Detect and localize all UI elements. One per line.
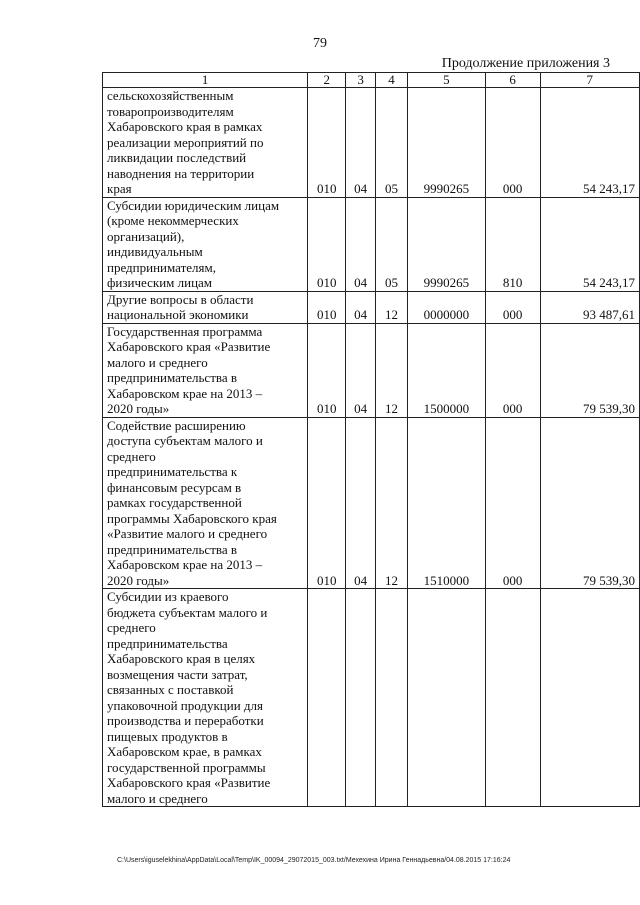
amount-cell: 79 539,30 (540, 323, 640, 417)
admin-code-cell: 010 (308, 291, 346, 323)
target-code-cell (408, 589, 486, 807)
table-row (103, 197, 640, 291)
description-line: Хабаровском крае, в рамках (107, 744, 262, 759)
subsection-code-cell: 05 (376, 88, 408, 198)
description-line: индивидуальным (107, 244, 203, 259)
subsection-code-cell: 05 (376, 197, 408, 291)
description-line: края (107, 181, 132, 196)
amount-cell: 54 243,17 (540, 88, 640, 198)
row-description (103, 589, 308, 807)
column-header: 4 (376, 73, 408, 88)
description-line: Хабаровского края в рамках (107, 119, 263, 134)
table-row (103, 291, 640, 323)
table-row (103, 417, 640, 589)
budget-table (102, 72, 640, 807)
description-line: Хабаровского края в целях (107, 651, 256, 666)
description-line: Содействие расширению (107, 417, 246, 433)
description-line: 2020 годы» (107, 401, 170, 416)
description-line: национальной экономики (107, 307, 249, 322)
description-line: бюджета субъектам малого и (107, 604, 268, 620)
subsection-code-cell: 12 (376, 323, 408, 417)
description-line: 2020 годы» (107, 572, 170, 588)
description-line: производства и переработки (107, 713, 264, 728)
admin-code-cell: 010 (308, 323, 346, 417)
row-description (103, 197, 308, 291)
description-line: Субсидии юридическим лицам (107, 197, 280, 213)
description-line: товаропроизводителям (107, 103, 234, 119)
description-line: реализации мероприятий по (107, 134, 264, 150)
admin-code-cell (308, 589, 346, 807)
column-header: 2 (308, 73, 346, 88)
subsection-code-cell (376, 589, 408, 807)
description-line: Хабаровского края «Развитие (107, 339, 271, 354)
description-line: среднего (107, 620, 156, 635)
description-line: малого и среднего (107, 354, 208, 370)
row-description (103, 417, 308, 589)
expense-type-code-cell: 000 (485, 291, 540, 323)
description-line: предпринимателям, (107, 259, 216, 275)
row-description (103, 323, 308, 417)
description-line: «Развитие малого и среднего (107, 526, 268, 541)
subsection-code-cell: 12 (376, 417, 408, 589)
column-header: 6 (485, 73, 540, 88)
description-line: предпринимательства в (107, 541, 238, 557)
section-code-cell: 04 (346, 417, 376, 589)
footer-file-path: C:\Users\iguselekhina\AppData\Local\Temp\IK_00094_29072015_003.txt/Мехехина Ирина Геннадьевна/04.08.2015 17:16:24 (117, 857, 511, 864)
description-line: государственной программы (107, 759, 266, 775)
description-line: рамках государственной (107, 495, 242, 510)
section-code-cell: 04 (346, 88, 376, 198)
description-line: сельскохозяйственным (107, 88, 234, 103)
target-code-cell: 1510000 (408, 417, 486, 589)
admin-code-cell: 010 (308, 88, 346, 198)
description-line: программы Хабаровского края (107, 510, 277, 526)
row-description (103, 291, 308, 323)
description-line: предпринимательства (107, 635, 228, 651)
table-row (103, 88, 640, 198)
description-line: Хабаровского края «Развитие (107, 775, 271, 790)
continuation-label: Продолжение приложения 3 (441, 56, 610, 71)
expense-type-code-cell: 000 (485, 417, 540, 589)
section-code-cell: 04 (346, 291, 376, 323)
column-header: 3 (346, 73, 376, 88)
description-line: предпринимательства к (107, 464, 238, 479)
description-line: ликвидации последствий (107, 150, 247, 165)
amount-cell: 79 539,30 (540, 417, 640, 589)
section-code-cell (346, 589, 376, 807)
table-header-row (103, 73, 640, 88)
description-line: организаций), (107, 228, 185, 244)
description-line: доступа субъектам малого и (107, 433, 263, 448)
description-line: Субсидии из краевого (107, 589, 229, 604)
description-line: среднего (107, 448, 156, 464)
description-line: предпринимательства в (107, 370, 238, 385)
description-line: (кроме некоммерческих (107, 213, 239, 228)
admin-code-cell: 010 (308, 197, 346, 291)
row-description (103, 88, 308, 198)
target-code-cell: 9990265 (408, 197, 486, 291)
expense-type-code-cell: 000 (485, 88, 540, 198)
section-code-cell: 04 (346, 323, 376, 417)
expense-type-code-cell (485, 589, 540, 807)
subsection-code-cell: 12 (376, 291, 408, 323)
column-header: 5 (408, 73, 486, 88)
description-line: финансовым ресурсам в (107, 479, 242, 495)
description-line: Хабаровском крае на 2013 – (107, 557, 263, 572)
target-code-cell: 0000000 (408, 291, 486, 323)
amount-cell: 54 243,17 (540, 197, 640, 291)
description-line: пищевых продуктов в (107, 728, 228, 744)
table-row (103, 589, 640, 807)
admin-code-cell: 010 (308, 417, 346, 589)
amount-cell: 93 487,61 (540, 291, 640, 323)
description-line: связанных с поставкой (107, 682, 234, 697)
description-line: Государственная программа (107, 323, 263, 339)
target-code-cell: 9990265 (408, 88, 486, 198)
section-code-cell: 04 (346, 197, 376, 291)
page-number: 79 (313, 36, 327, 51)
expense-type-code-cell: 000 (485, 323, 540, 417)
description-line: возмещения части затрат, (107, 666, 248, 682)
description-line: упаковочной продукции для (107, 697, 264, 713)
description-line: физическим лицам (107, 275, 213, 290)
description-line: малого и среднего (107, 790, 208, 806)
description-line: Хабаровском крае на 2013 – (107, 385, 263, 401)
table-row (103, 323, 640, 417)
amount-cell (540, 589, 640, 807)
target-code-cell: 1500000 (408, 323, 486, 417)
description-line: Другие вопросы в области (107, 291, 254, 307)
column-header: 1 (103, 73, 308, 88)
expense-type-code-cell: 810 (485, 197, 540, 291)
column-header: 7 (540, 73, 640, 88)
description-line: наводнения на территории (107, 165, 255, 181)
